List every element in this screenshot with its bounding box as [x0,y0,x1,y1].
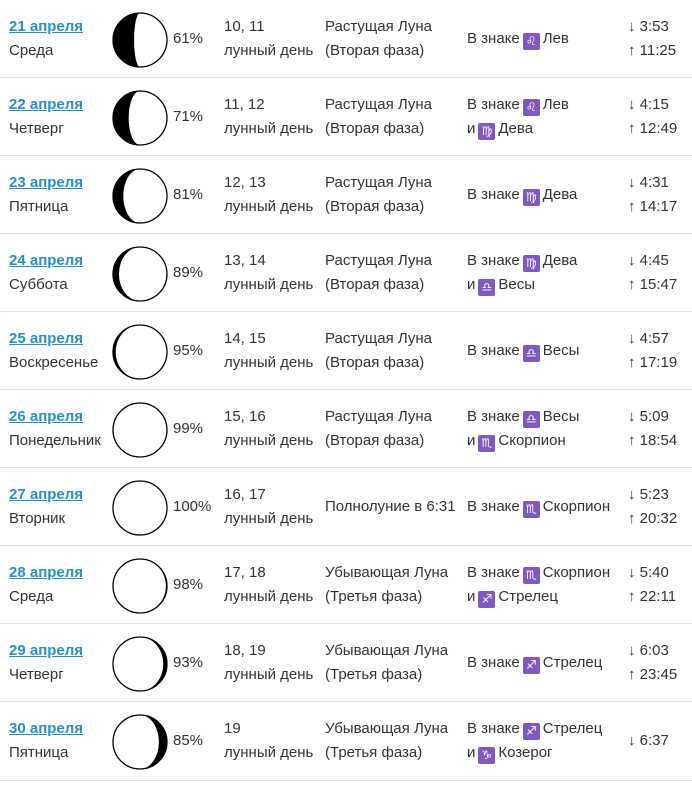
date-link[interactable]: 25 апреля [9,330,84,347]
scorpio-icon: ♏ [478,435,495,452]
zodiac-sign-line [467,27,627,51]
lunar-day-label: лунный день [224,744,314,761]
date-link[interactable]: 21 апреля [9,18,84,35]
illumination-percent: 99% [173,420,204,437]
lunar-day-numbers: 18, 19 [224,642,266,659]
phase-cell [325,15,465,63]
zodiac-cell [467,717,627,765]
weekday: Суббота [9,276,68,293]
illumination-percent: 98% [173,576,204,593]
phase-cell [325,249,465,297]
table-row [0,78,692,156]
moonrise-time: ↑ 14:17 [628,198,678,215]
lunar-day-numbers: 11, 12 [224,96,265,113]
table-row [0,0,692,78]
date-cell [9,405,109,453]
phase-name: Убывающая Луна [325,564,449,581]
lunar-day-cell [224,405,324,453]
sign-prefix: В знаке [467,252,520,269]
moonrise-time: ↑ 11:25 [628,42,677,59]
sign-name: Скорпион [498,432,566,449]
phase-cell [325,405,465,453]
sign-name: Дева [542,252,578,269]
moonrise-time: ↑ 17:19 [628,354,678,371]
moon-times-cell [628,171,688,219]
date-cell [9,561,109,609]
lunar-day-cell [224,171,324,219]
zodiac-cell [467,651,627,675]
libra-icon: ♎ [523,345,540,362]
moonset-time: ↓ 5:09 [628,408,669,425]
moonset-time: ↓ 5:40 [628,564,669,581]
sign-prefix: и [467,276,476,293]
phase-number: (Третья фаза) [325,588,423,605]
phase-number: (Вторая фаза) [325,198,425,215]
moon-times-cell [628,249,688,297]
phase-number: (Вторая фаза) [325,276,425,293]
phase-number: (Вторая фаза) [325,120,425,137]
moon-phase-icon [110,400,170,460]
virgo-icon: ♍ [523,189,540,206]
leo-icon: ♌ [523,33,540,50]
date-link[interactable]: 30 апреля [9,720,84,737]
libra-icon: ♎ [523,411,540,428]
illumination-percent: 71% [173,108,204,125]
sign-prefix: В знаке [467,342,520,359]
weekday: Понедельник [9,432,101,449]
sagittarius-icon: ♐ [523,723,540,740]
lunar-day-label: лунный день [224,510,314,527]
moon-phase-icon [110,244,170,304]
zodiac-sign-line [467,495,627,519]
lunar-day-label: лунный день [224,354,314,371]
moonrise-time: ↑ 18:54 [628,432,678,449]
moonset-time: ↓ 5:23 [628,486,669,503]
sign-prefix: В знаке [467,30,520,47]
lunar-day-numbers: 12, 13 [224,174,266,191]
phase-name: Убывающая Луна [325,642,449,659]
illumination-percent: 81% [173,186,204,203]
moonset-time: ↓ 4:31 [628,174,669,191]
zodiac-sign-line [467,561,627,585]
lunar-day-numbers: 17, 18 [224,564,266,581]
table-row [0,468,692,546]
illumination-percent: 93% [173,654,204,671]
table-row [0,156,692,234]
phase-name: Полнолуние в 6:31 [325,498,456,515]
table-row [0,624,692,702]
phase-number: (Вторая фаза) [325,432,425,449]
weekday: Среда [9,42,54,59]
sign-prefix: В знаке [467,96,520,113]
zodiac-sign-line [467,405,627,429]
moon-times-cell [628,327,688,375]
sign-name: Стрелец [498,588,558,605]
moon-svg [110,322,170,382]
lunar-day-cell [224,327,324,375]
phase-name: Растущая Луна [325,330,432,347]
moon-svg [110,712,170,772]
moon-times-cell [628,483,688,531]
date-cell [9,639,109,687]
sagittarius-icon: ♐ [523,657,540,674]
sign-prefix: В знаке [467,498,520,515]
scorpio-icon: ♏ [523,501,540,518]
moon-phase-icon [110,88,170,148]
sign-prefix: и [467,432,476,449]
date-link[interactable]: 24 апреля [9,252,84,269]
phase-name: Растущая Луна [325,18,432,35]
sign-name: Стрелец [542,720,603,737]
zodiac-cell [467,93,627,141]
date-link[interactable]: 26 апреля [9,408,84,425]
phase-cell [325,639,465,687]
table-row [0,702,692,781]
zodiac-sign-line [467,585,627,609]
moon-phase-icon [110,712,170,772]
moon-svg [110,88,170,148]
lunar-day-label: лунный день [224,120,314,137]
weekday: Четверг [9,666,64,683]
lunar-day-label: лунный день [224,432,314,449]
zodiac-sign-line [467,249,627,273]
phase-name: Растущая Луна [325,96,432,113]
illumination-percent: 61% [173,30,204,47]
sign-prefix: В знаке [467,654,520,671]
weekday: Вторник [9,510,66,527]
date-link[interactable]: 28 апреля [9,564,84,581]
zodiac-sign-line [467,429,627,453]
phase-name: Растущая Луна [325,408,432,425]
sign-name: Лев [542,96,569,113]
lunar-day-numbers: 13, 14 [224,252,266,269]
moon-times-cell [628,561,688,609]
weekday: Воскресенье [9,354,99,371]
sign-name: Лев [542,30,569,47]
moon-svg [110,400,170,460]
phase-cell [325,495,465,519]
sign-prefix: и [467,744,476,761]
virgo-icon: ♍ [478,123,495,140]
moon-svg [110,478,170,538]
moonrise-time: ↑ 15:47 [628,276,678,293]
moonset-time: ↓ 6:37 [628,732,669,749]
moonset-time: ↓ 3:53 [628,18,669,35]
moonset-time: ↓ 4:15 [628,96,669,113]
zodiac-sign-line [467,93,627,117]
moonset-time: ↓ 4:57 [628,330,669,347]
moon-svg [110,634,170,694]
date-link[interactable]: 29 апреля [9,642,84,659]
moon-times-cell [628,639,688,687]
sagittarius-icon: ♐ [478,591,495,608]
date-link[interactable]: 23 апреля [9,174,84,191]
phase-cell [325,93,465,141]
zodiac-cell [467,27,627,51]
lunar-day-label: лунный день [224,276,314,293]
lunar-day-numbers: 16, 17 [224,486,266,503]
lunar-day-numbers: 15, 16 [224,408,266,425]
zodiac-sign-line [467,741,627,765]
moon-times-cell [628,93,688,141]
moon-phase-icon [110,10,170,70]
zodiac-cell [467,405,627,453]
moon-times-cell [628,405,688,453]
sign-name: Весы [542,408,580,425]
zodiac-sign-line [467,717,627,741]
moonrise-time: ↑ 22:11 [628,588,677,605]
phase-cell [325,561,465,609]
moon-phase-icon [110,556,170,616]
phase-name: Убывающая Луна [325,720,449,737]
weekday: Пятница [9,744,69,761]
moon-phase-icon [110,166,170,226]
illumination-percent: 95% [173,342,204,359]
date-link[interactable]: 22 апреля [9,96,84,113]
lunar-day-cell [224,93,324,141]
moon-phase-icon [110,322,170,382]
moonrise-time: ↑ 23:45 [628,666,678,683]
moon-svg [110,244,170,304]
leo-icon: ♌ [523,99,540,116]
sign-prefix: В знаке [467,564,520,581]
lunar-day-cell [224,249,324,297]
sign-prefix: и [467,120,476,137]
sign-name: Козерог [498,744,553,761]
weekday: Пятница [9,198,69,215]
date-cell [9,93,109,141]
phase-number: (Вторая фаза) [325,354,425,371]
zodiac-cell [467,249,627,297]
zodiac-sign-line [467,339,627,363]
moon-phase-icon [110,634,170,694]
capricorn-icon: ♑ [478,747,495,764]
illumination-percent: 100% [173,498,212,515]
phase-cell [325,327,465,375]
date-cell [9,717,109,765]
table-row [0,546,692,624]
phase-number: (Вторая фаза) [325,42,425,59]
sign-name: Скорпион [542,498,611,515]
phase-cell [325,717,465,765]
lunar-day-numbers: 19 [224,720,241,737]
weekday: Четверг [9,120,64,137]
moonset-time: ↓ 6:03 [628,642,669,659]
sign-prefix: и [467,588,476,605]
zodiac-sign-line [467,273,627,297]
table-row [0,312,692,390]
date-cell [9,171,109,219]
sign-name: Весы [498,276,536,293]
scorpio-icon: ♏ [523,567,540,584]
phase-cell [325,171,465,219]
illumination-percent: 89% [173,264,204,281]
lunar-day-cell [224,717,324,765]
lunar-day-label: лунный день [224,42,314,59]
lunar-day-label: лунный день [224,198,314,215]
weekday: Среда [9,588,54,605]
zodiac-sign-line [467,183,627,207]
zodiac-sign-line [467,117,627,141]
date-cell [9,249,109,297]
moon-disc [113,481,167,535]
virgo-icon: ♍ [523,255,540,272]
sign-name: Дева [498,120,534,137]
date-cell [9,327,109,375]
date-link[interactable]: 27 апреля [9,486,84,503]
lunar-day-label: лунный день [224,666,314,683]
sign-prefix: В знаке [467,720,520,737]
libra-icon: ♎ [478,279,495,296]
zodiac-cell [467,561,627,609]
sign-prefix: В знаке [467,186,520,203]
moonrise-time: ↑ 20:32 [628,510,678,527]
phase-name: Растущая Луна [325,252,432,269]
moonset-time: ↓ 4:45 [628,252,669,269]
lunar-day-cell [224,561,324,609]
zodiac-cell [467,339,627,363]
lunar-day-cell [224,15,324,63]
moon-times-cell [628,15,688,63]
sign-name: Весы [542,342,580,359]
moon-times-cell [628,729,688,753]
moon-svg [110,166,170,226]
zodiac-cell [467,495,627,519]
date-cell [9,483,109,531]
table-row [0,390,692,468]
phase-name: Растущая Луна [325,174,432,191]
zodiac-sign-line [467,651,627,675]
lunar-day-cell [224,483,324,531]
sign-prefix: В знаке [467,408,520,425]
phase-number: (Третья фаза) [325,744,423,761]
lunar-day-numbers: 10, 11 [224,18,265,35]
date-cell [9,15,109,63]
sign-name: Стрелец [542,654,603,671]
lunar-day-numbers: 14, 15 [224,330,266,347]
moon-phase-icon [110,478,170,538]
illumination-percent: 85% [173,732,204,749]
zodiac-cell [467,183,627,207]
phase-number: (Третья фаза) [325,666,423,683]
moon-svg [110,556,170,616]
moonrise-time: ↑ 12:49 [628,120,678,137]
table-row [0,234,692,312]
sign-name: Скорпион [542,564,611,581]
moon-svg [110,10,170,70]
sign-name: Дева [542,186,578,203]
lunar-day-cell [224,639,324,687]
lunar-day-label: лунный день [224,588,314,605]
